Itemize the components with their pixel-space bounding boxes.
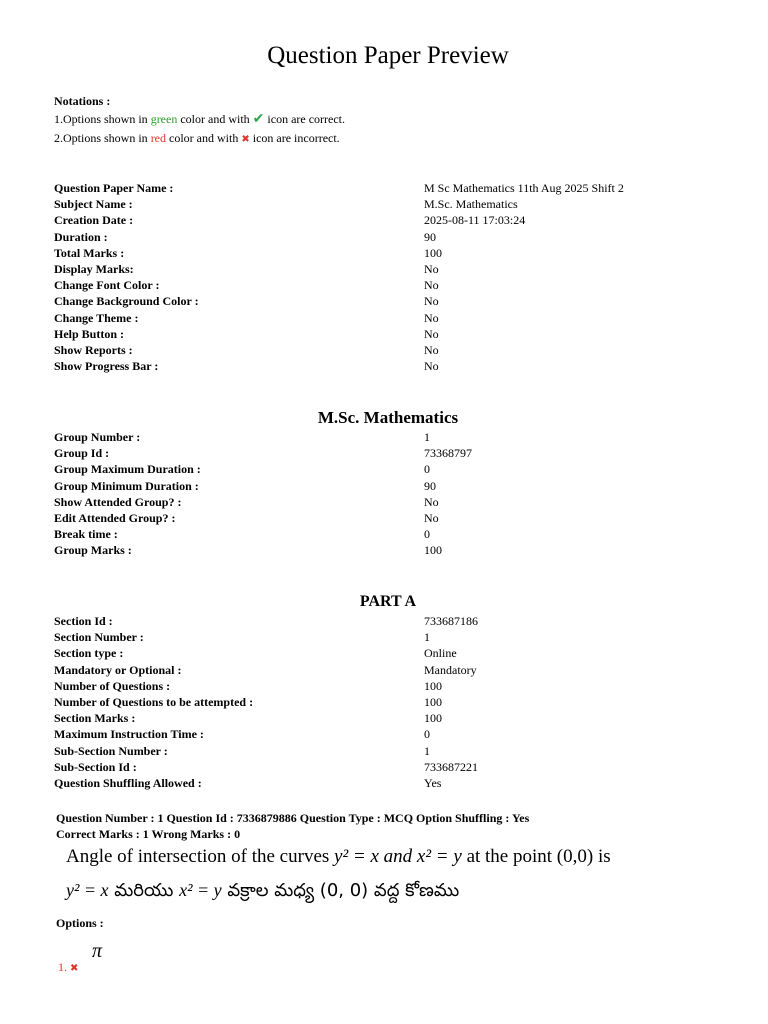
info-row	[54, 510, 704, 526]
math-expression: y² = x	[66, 880, 109, 900]
info-value: 0	[424, 527, 430, 542]
notations	[54, 92, 345, 149]
info-value: No	[424, 326, 439, 341]
notation-incorrect: 2.Options shown in red color and with ✖ icon are incorrect.	[54, 131, 340, 145]
notations-heading: Notations :	[54, 94, 111, 108]
info-value: No	[424, 342, 439, 357]
info-label: Show Attended Group? :	[54, 494, 182, 509]
info-label: Sub-Section Id :	[54, 759, 137, 774]
info-label: Group Minimum Duration :	[54, 478, 199, 493]
info-row	[54, 710, 704, 726]
info-value: 73368797	[424, 446, 472, 461]
info-row	[54, 726, 704, 742]
info-value: 2025-08-11 17:03:24	[424, 213, 526, 228]
info-value: 100	[424, 543, 442, 558]
math-expression: x² = y	[179, 880, 222, 900]
info-label: Edit Attended Group? :	[54, 510, 176, 525]
math-expression: y² = x and x² = y	[334, 846, 462, 867]
info-row	[54, 180, 704, 196]
option-1-value: π	[92, 940, 103, 962]
question-header	[56, 810, 529, 842]
info-value: 1	[424, 630, 430, 645]
info-label: Maximum Instruction Time :	[54, 727, 204, 742]
info-value: Yes	[424, 775, 442, 790]
info-row	[54, 743, 704, 759]
info-row	[54, 196, 704, 212]
info-value: No	[424, 278, 439, 293]
info-row	[54, 445, 704, 461]
info-label: Question Shuffling Allowed :	[54, 775, 202, 790]
check-icon: ✔	[252, 112, 265, 127]
info-label: Show Reports :	[54, 342, 133, 357]
info-value: No	[424, 294, 439, 309]
paper-info-table	[54, 180, 704, 374]
info-label: Total Marks :	[54, 245, 125, 260]
info-row	[54, 478, 704, 494]
info-row	[54, 342, 704, 358]
info-value: 1	[424, 430, 430, 444]
info-label: Break time :	[54, 527, 118, 542]
info-row	[54, 542, 704, 558]
info-label: Duration :	[54, 229, 108, 244]
info-label: Change Font Color :	[54, 278, 160, 293]
info-value: 0	[424, 462, 430, 477]
cross-icon: ✖	[70, 963, 79, 974]
info-value: M.Sc. Mathematics	[424, 197, 518, 212]
info-row	[54, 662, 704, 678]
info-row	[54, 775, 704, 791]
info-label: Group Marks :	[54, 543, 132, 558]
info-row	[54, 277, 704, 293]
info-value: No	[424, 359, 439, 374]
info-row	[54, 645, 704, 661]
question-text-telugu: y² = x మరియు x² = y వక్రాల మధ్య (0, 0) వద్ద కోణము	[66, 880, 460, 901]
info-label: Number of Questions to be attempted :	[54, 694, 254, 709]
question-marks: Correct Marks : 1 Wrong Marks : 0	[56, 827, 241, 841]
notation-correct: 1.Options shown in green color and with ✔ icon are correct.	[54, 112, 346, 127]
info-label: Section type :	[54, 646, 124, 661]
info-label: Change Theme :	[54, 310, 139, 325]
info-value: 90	[424, 478, 436, 493]
info-value: M Sc Mathematics 11th Aug 2025 Shift 2	[424, 181, 624, 195]
group-info-table	[54, 429, 704, 559]
info-label: Group Maximum Duration :	[54, 462, 201, 477]
info-value: No	[424, 261, 439, 276]
info-row	[54, 613, 704, 629]
info-label: Section Marks :	[54, 711, 136, 726]
info-value: 0	[424, 727, 430, 742]
info-label: Mandatory or Optional :	[54, 662, 182, 677]
info-row	[54, 212, 704, 228]
options-label: Options :	[56, 916, 104, 930]
info-label: Sub-Section Number :	[54, 743, 168, 758]
info-row	[54, 678, 704, 694]
info-value: 100	[424, 711, 442, 726]
info-row	[54, 358, 704, 374]
info-label: Subject Name :	[54, 197, 133, 212]
info-value: 100	[424, 694, 442, 709]
info-label: Section Id :	[54, 614, 113, 628]
info-label: Show Progress Bar :	[54, 359, 159, 374]
info-value: Mandatory	[424, 662, 477, 677]
info-value: 733687221	[424, 759, 478, 774]
page-title: Question Paper Preview	[267, 42, 509, 69]
info-label: Creation Date :	[54, 213, 134, 228]
info-label: Question Paper Name :	[54, 181, 174, 195]
info-value: No	[424, 510, 439, 525]
section-info-table	[54, 613, 704, 791]
info-value: 100	[424, 245, 442, 260]
info-label: Help Button :	[54, 326, 125, 341]
info-value: 100	[424, 678, 442, 693]
info-row	[54, 245, 704, 261]
cross-icon: ✖	[241, 134, 250, 145]
info-row	[54, 759, 704, 775]
info-row	[54, 629, 704, 645]
info-row	[54, 261, 704, 277]
info-row	[54, 526, 704, 542]
info-row	[54, 310, 704, 326]
question-meta: Question Number : 1 Question Id : 7336879886 Question Type : MCQ Option Shuffling : Yes	[56, 811, 530, 825]
info-value: No	[424, 310, 439, 325]
green-word: green	[150, 112, 178, 126]
option-1[interactable]	[58, 960, 78, 975]
info-label: Display Marks:	[54, 261, 134, 276]
info-row	[54, 229, 704, 245]
info-row	[54, 293, 704, 309]
info-row	[54, 461, 704, 477]
info-value: 1	[424, 743, 430, 758]
info-value: 733687186	[424, 614, 478, 628]
info-value: Online	[424, 646, 457, 661]
section-title: PART A	[359, 593, 417, 610]
info-value: 90	[424, 229, 436, 244]
info-row	[54, 429, 704, 445]
group-title: M.Sc. Mathematics	[317, 408, 459, 427]
info-label: Section Number :	[54, 630, 144, 645]
red-word: red	[150, 131, 167, 145]
info-label: Group Number :	[54, 430, 141, 444]
option-number: 1.	[58, 960, 67, 974]
question-text-english: Angle of intersection of the curves y² = x and x² = y at the point (0,0) is	[66, 846, 611, 867]
info-label: Number of Questions :	[54, 678, 171, 693]
info-value: No	[424, 494, 439, 509]
info-label: Change Background Color :	[54, 294, 199, 309]
info-row	[54, 326, 704, 342]
info-label: Group Id :	[54, 446, 110, 461]
info-row	[54, 494, 704, 510]
info-row	[54, 694, 704, 710]
